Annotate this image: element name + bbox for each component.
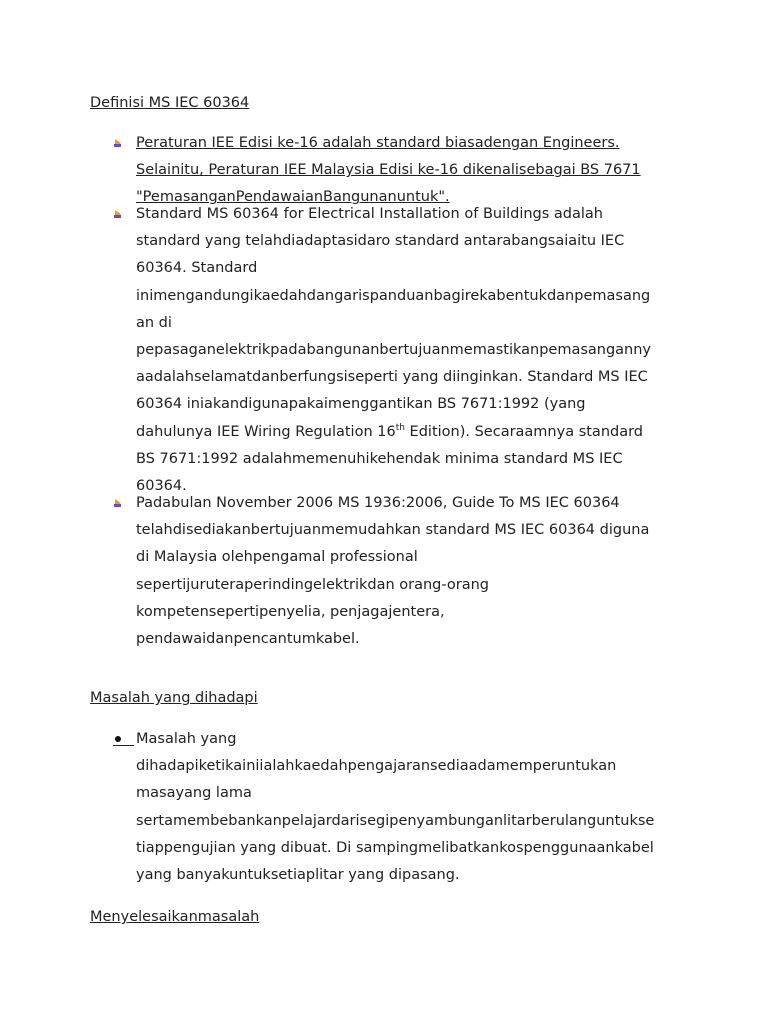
text-line: tiappengujian yang dibuat. Di sampingmelibatkankospenggunaankabel: [136, 839, 654, 856]
text-line: inimengandungikaedahdangarispanduanbagirekabentukdanpemasang: [136, 287, 651, 304]
text-line: standard yang telahdiadaptasidaro standard antarabangsaiaitu IEC: [136, 233, 625, 250]
text-line: yang banyakuntuksetiaplitar yang dipasang.: [136, 866, 460, 883]
text-line: dihadapiketikainiialahkaedahpengajaransediaadamemperuntukan: [136, 758, 617, 775]
heading-masalah: Masalah yang dihadapi: [90, 690, 258, 706]
text-fragment: Edition). Secaraamnya standard: [404, 423, 644, 440]
list-item: [0, 726, 768, 896]
text-line: BS 7671:1992 adalahmemenuhikehendak minima standard MS IEC: [136, 450, 623, 467]
text-line: Padabulan November 2006 MS 1936:2006, Guide To MS IEC 60364: [136, 495, 620, 511]
text-line: [136, 419, 681, 446]
text-line: masayang lama: [136, 785, 252, 802]
diamond-bullet-icon: [113, 138, 123, 148]
text-line: Peraturan IEE Edisi ke-16 adalah standard biasadengan Engineers.: [136, 135, 620, 151]
text-fragment: dahulunya IEE Wiring Regulation 16: [136, 423, 396, 440]
text-line: 60364 iniakandigunapakaimenggantikan BS 7671:1992 (yang: [136, 396, 586, 413]
heading-menyelesaikan: Menyelesaikanmasalah: [90, 909, 260, 925]
text-line: "PemasanganPendawaianBangunanuntuk".: [136, 189, 450, 206]
text-line: aadalahselamatdanberfungsiseperti yang diinginkan. Standard MS IEC: [136, 369, 648, 386]
heading-definisi: Definisi MS IEC 60364: [90, 95, 250, 111]
text-line: di Malaysia olehpengamal professional: [136, 549, 418, 566]
bullet-underline: [113, 745, 134, 746]
diamond-bullet-icon: [113, 498, 123, 508]
text-line: 60364.: [136, 477, 187, 494]
list-item: [0, 130, 768, 212]
text-line: Selainitu, Peraturan IEE Malaysia Edisi ke-16 dikenalisebagai BS 7671: [136, 162, 641, 179]
text-line: telahdisediakanbertujuanmemudahkan standard MS IEC 60364 diguna: [136, 522, 650, 539]
superscript: th: [395, 422, 405, 433]
text-line: sepertijuruteraperindingelektrikdan orang-orang: [136, 576, 489, 593]
text-line: sertamembebankanpelajardarisegipenyambunganlitarberulanguntukse: [136, 812, 655, 829]
text-line: pepasaganelektrikpadabangunanbertujuanmemastikanpemasanganny: [136, 341, 652, 358]
text-line: kompetensepertipenyelia, penjagajentera,: [136, 603, 445, 620]
list-item: [0, 201, 768, 501]
list-item-text: [136, 130, 681, 212]
text-line: pendawaidanpencantumkabel.: [136, 630, 360, 647]
text-line: an di: [136, 314, 172, 331]
text-line: Standard MS 60364 for Electrical Installation of Buildings adalah: [136, 206, 604, 222]
bullet-dot-icon: [115, 736, 121, 742]
text-line: Masalah yang: [136, 731, 237, 747]
list-item: [0, 490, 768, 660]
list-item-text: [136, 726, 681, 889]
diamond-bullet-icon: [113, 209, 123, 219]
list-item-text: [136, 490, 681, 653]
list-item-text: [136, 201, 681, 500]
text-line: 60364. Standard: [136, 260, 258, 277]
